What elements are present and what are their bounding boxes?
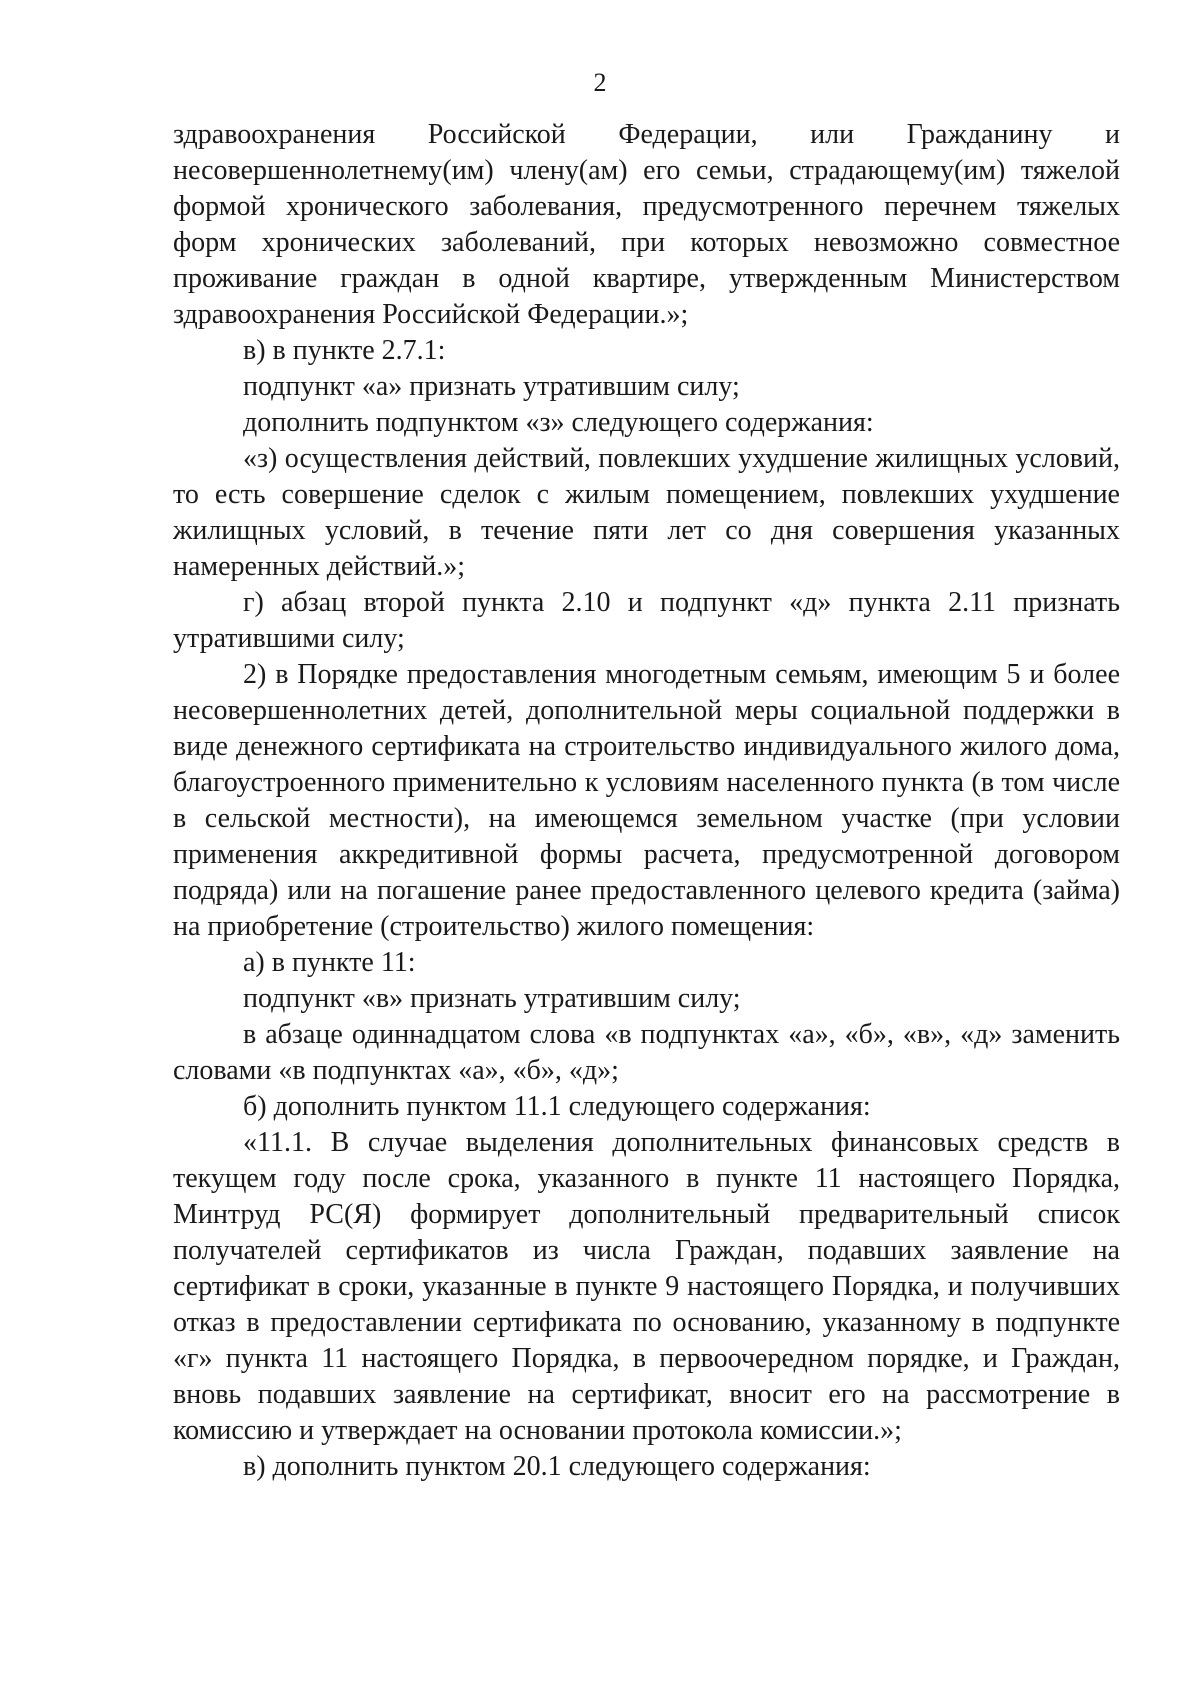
paragraph-item-g: г) абзац второй пункта 2.10 и подпункт «д» пункта 2.11 признать утратившими силу; [173,587,1120,654]
paragraph-eleventh-abzac: в абзаце одиннадцатом слова «в подпунктах «а», «б», «в», «д» заменить словами «в подпунктах «а», «б», «д»; [173,1019,1120,1086]
paragraph-add-subitem-z: дополнить подпунктом «з» следующего содержания: [243,407,874,438]
paragraph-item-v-20-1: в) дополнить пунктом 20.1 следующего содержания: [243,1451,871,1482]
paragraph-item-b: б) дополнить пунктом 11.1 следующего содержания: [243,1091,871,1122]
document-body [173,117,1120,1485]
paragraph-section-2: 2) в Порядке предоставления многодетным семьям, имеющим 5 и более несовершеннолетних детей, дополнительной меры социальной поддержки в виде денежного сертификата на строительство индивидуального жилого дома, благоустроенного применительно к условиям населенного пункта (в том числе в сельской местности), на имеющемся земельном участке (при условии применения аккредитивной формы расчета, предусмотренной договором подряда) или на погашение ранее предоставленного целевого кредита (займа) на приобретение (строительство) жилого помещения: [173,659,1120,942]
paragraph-subitem-v-repeal: подпункт «в» признать утратившим силу; [243,983,741,1014]
paragraph-subitem-z-text: «з) осуществления действий, повлекших ухудшение жилищных условий, то есть совершение сделок с жилым помещением, повлекших ухудшение жилищных условий, в течение пяти лет со дня совершения указанных намеренных действий.»; [173,443,1120,582]
paragraph-subitem-a-repeal: подпункт «а» признать утратившим силу; [243,371,740,402]
page-number: 2 [593,68,607,97]
paragraph-point-11-1-text: «11.1. В случае выделения дополнительных финансовых средств в текущем году после срока, указанного в пункте 11 настоящего Порядка, Минтруд РС(Я) формирует дополнительный предварительный список получателей сертификатов из числа Граждан, подавших заявление на сертификат в сроки, указанные в пункте 9 настоящего Порядка, и получивших отказ в предоставлении сертификата по основанию, указанному в подпункте «г» пункта 11 настоящего Порядка, в первоочередном порядке, и Граждан, вновь подавших заявление на сертификат, вносит его на рассмотрение в комиссию и утверждает на основании протокола комиссии.»; [173,1127,1120,1446]
paragraph-item-a: а) в пункте 11: [243,947,416,978]
paragraph-item-v: в) в пункте 2.7.1: [243,335,446,366]
paragraph-continuation: здравоохранения Российской Федерации, или Гражданину и несовершеннолетнему(им) члену(ам) его семьи, страдающему(им) тяжелой формой хронического заболевания, предусмотренного перечнем тяжелых форм хронических заболеваний, при которых невозможно совместное проживание граждан в одной квартире, утвержденным Министерством здравоохранения Российской Федерации.»; [173,119,1120,330]
